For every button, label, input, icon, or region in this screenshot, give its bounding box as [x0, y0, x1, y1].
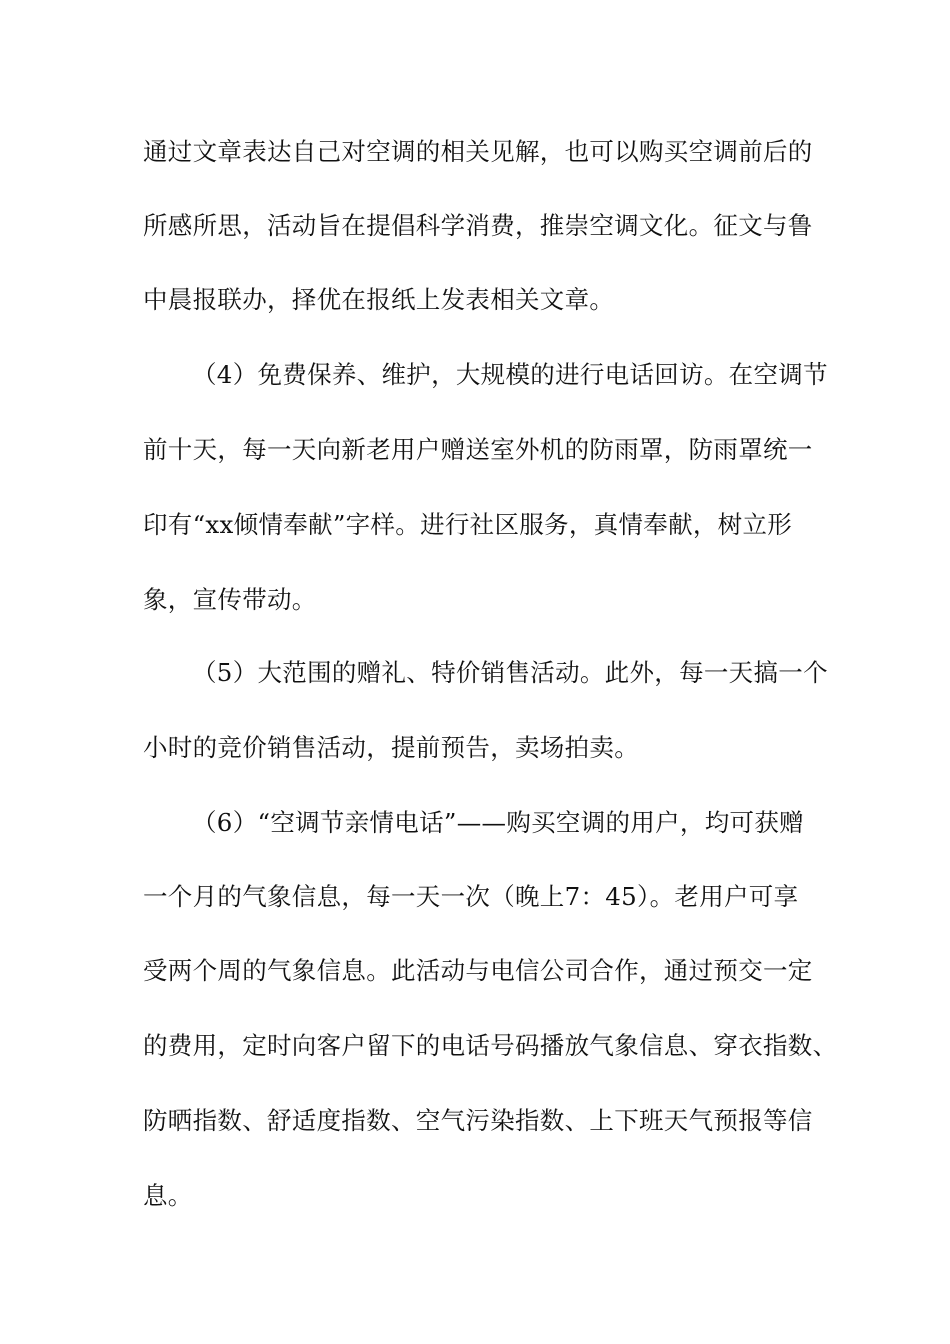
- text-line: 中晨报联办，择优在报纸上发表相关文章。: [143, 285, 615, 314]
- text-line: 一个月的气象信息，每一天一次（晚上7：45）。老用户可享: [143, 882, 799, 911]
- text-line: 印有“xx倾情奉献”字样。进行社区服务，真情奉献，树立形: [143, 510, 793, 539]
- paragraph-start-line: （4）免费保养、维护，大规模的进行电话回访。在空调节: [192, 360, 828, 389]
- text-line: 息。: [143, 1181, 193, 1210]
- text-line: 所感所思，活动旨在提倡科学消费，推崇空调文化。征文与鲁: [143, 211, 813, 240]
- paragraph-start-line: （6）“空调节亲情电话”——购买空调的用户，均可获赠: [192, 808, 804, 837]
- text-line: 受两个周的气象信息。此活动与电信公司合作，通过预交一定: [143, 956, 813, 985]
- paragraph-start-line: （5）大范围的赠礼、特价销售活动。此外，每一天搞一个: [192, 658, 828, 687]
- text-line: 前十天，每一天向新老用户赠送室外机的防雨罩，防雨罩统一: [143, 435, 813, 464]
- text-line: 防晒指数、舒适度指数、空气污染指数、上下班天气预报等信: [143, 1106, 813, 1135]
- text-line: 的费用，定时向客户留下的电话号码播放气象信息、穿衣指数、: [143, 1031, 838, 1060]
- text-line: 小时的竞价销售活动，提前预告，卖场拍卖。: [143, 733, 639, 762]
- text-line: 通过文章表达自己对空调的相关见解，也可以购买空调前后的: [143, 137, 813, 166]
- text-line: 象，宣传带动。: [143, 585, 317, 614]
